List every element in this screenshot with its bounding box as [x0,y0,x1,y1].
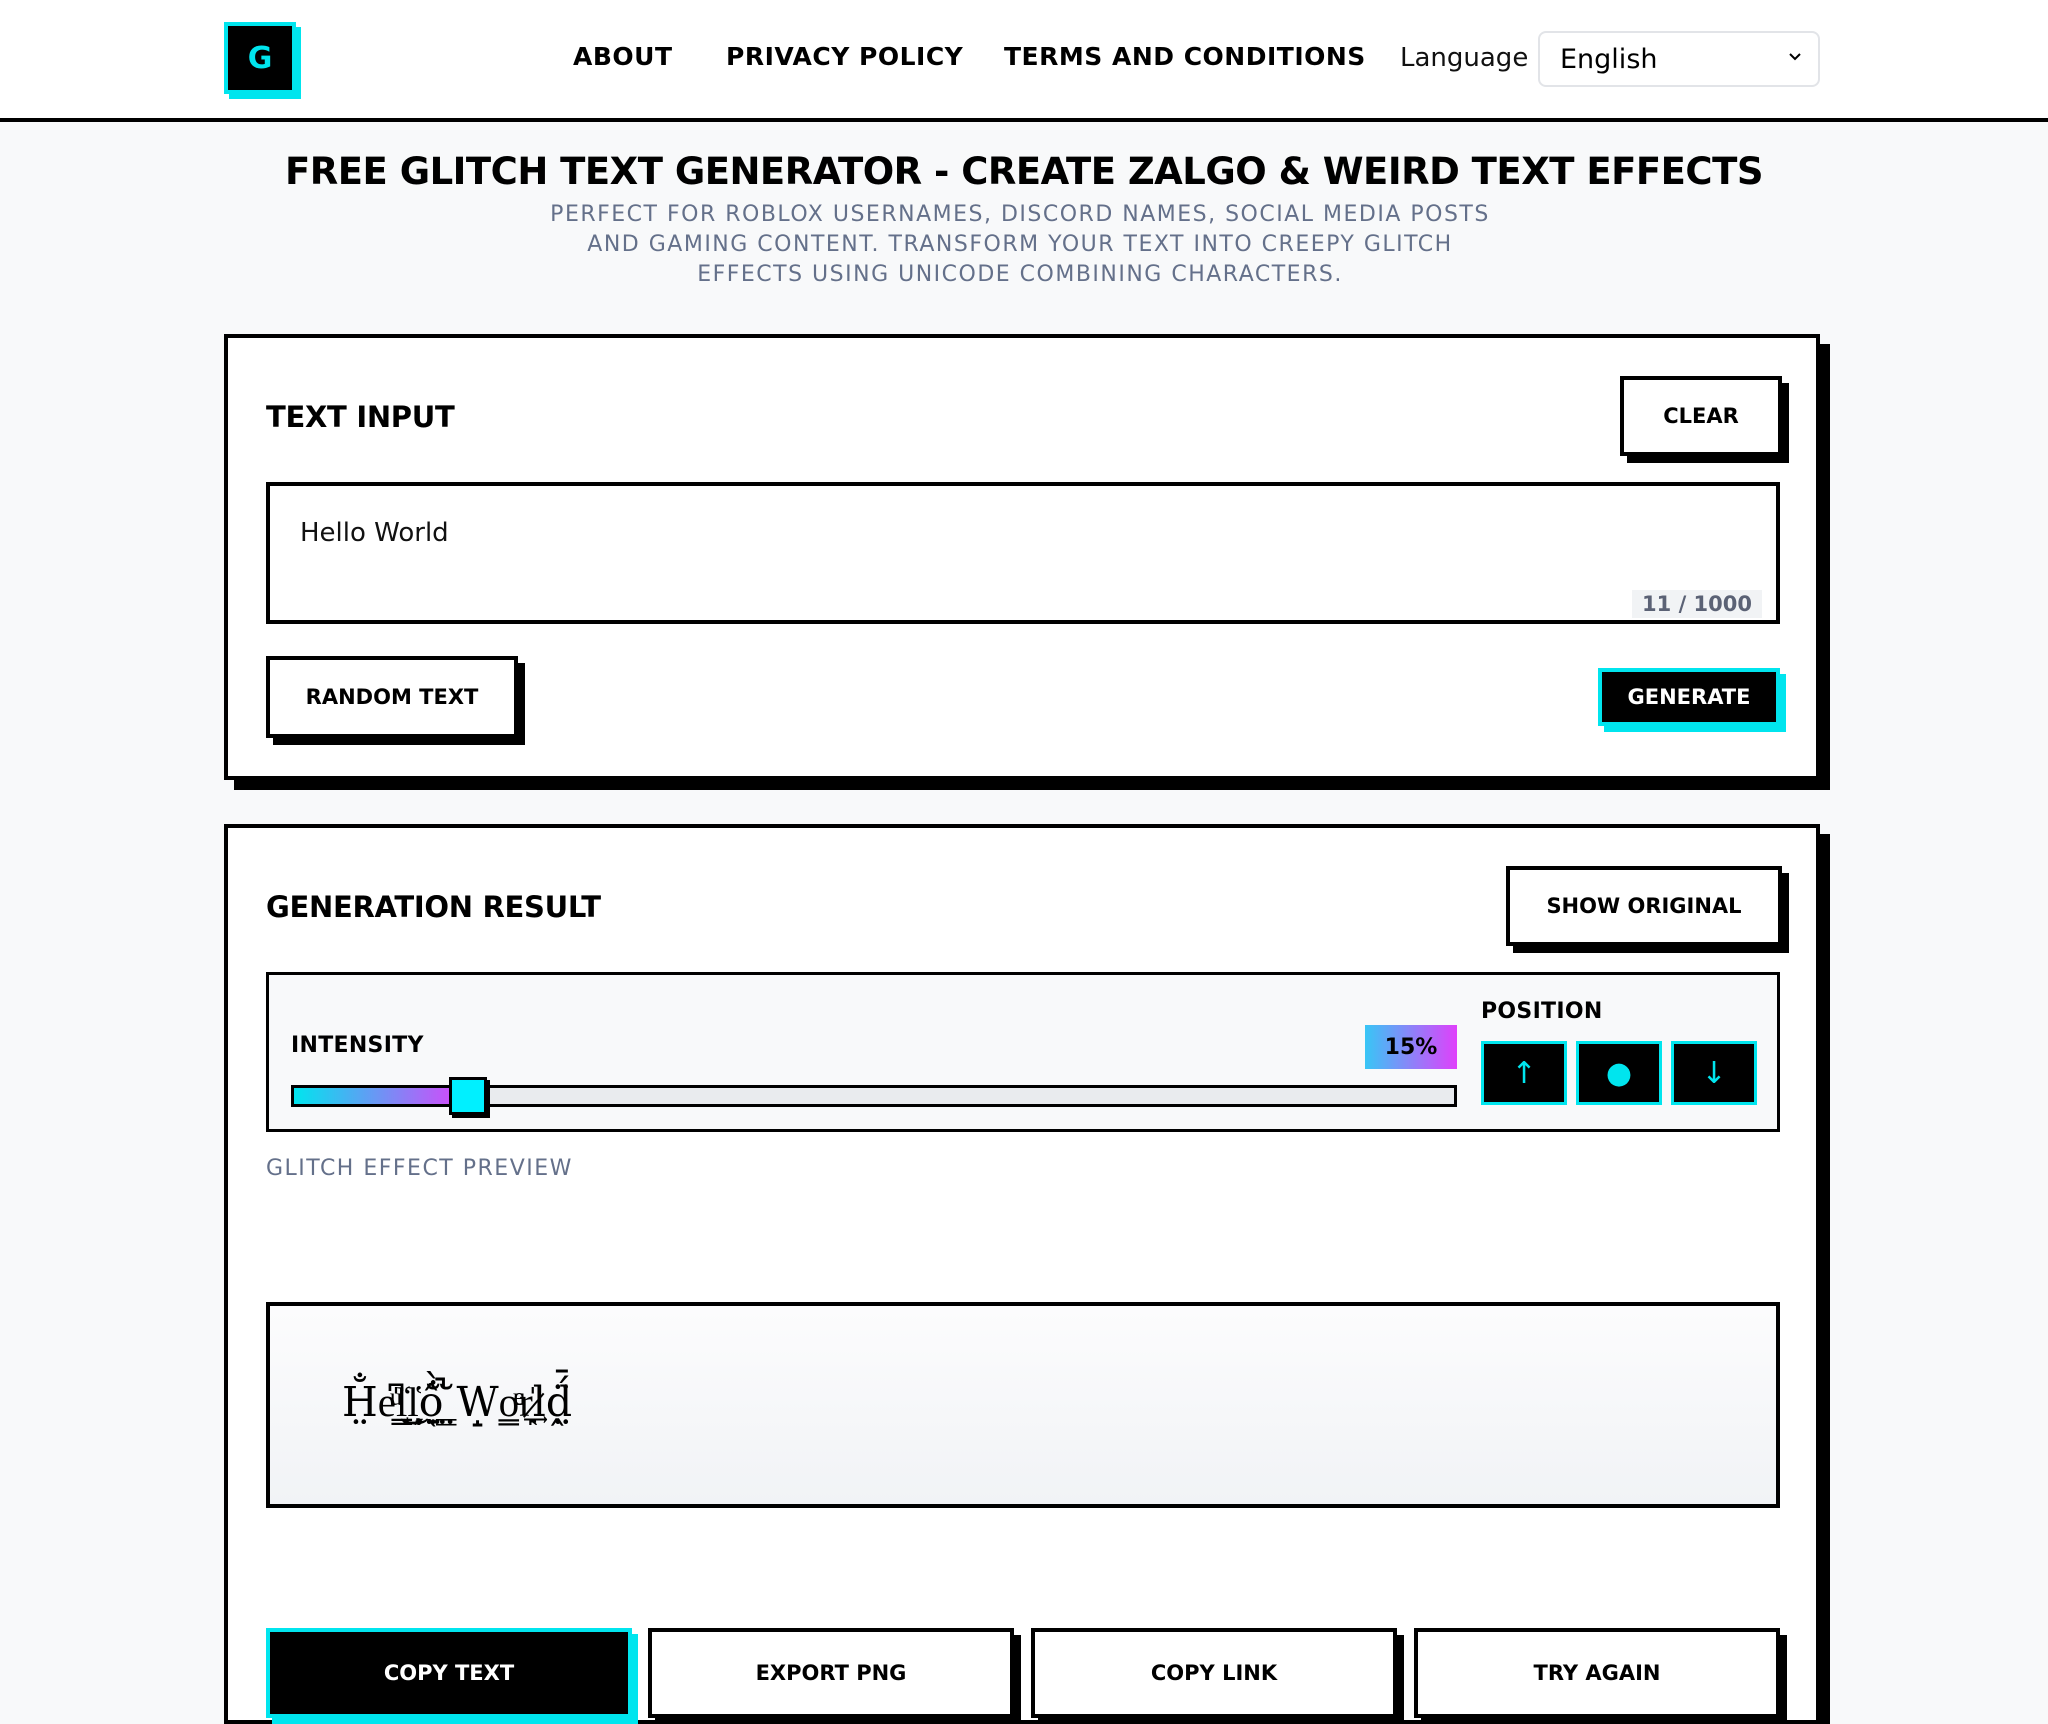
intensity-slider[interactable] [291,1085,1457,1107]
site-logo[interactable]: G [224,22,296,94]
arrow-down-icon: ↓ [1701,1055,1727,1091]
intensity-label: INTENSITY [291,1033,424,1058]
show-original-button[interactable]: SHOW ORIGINAL [1506,866,1782,946]
language-label: Language [1400,43,1529,73]
glitch-output-text[interactable]: H̤̐e̍͆ͧl̳͙̒͜l̗̟̔ͅô̖̣̤̐̀̚ ̳̤̆W̝o̳ͤͧr̖̙̍͢l̷ḓ̤̈́̄ [342,1378,573,1426]
glitch-preview-label: GLITCH EFFECT PREVIEW [266,1156,573,1181]
nav-privacy-policy[interactable]: PRIVACY POLICY [726,42,964,71]
dot-icon: ● [1605,1055,1633,1091]
character-counter: 11 / 1000 [1632,590,1762,618]
language-select[interactable] [1538,31,1820,87]
glitch-preview-box [266,1302,1780,1508]
try-again-button[interactable]: TRY AGAIN [1414,1628,1780,1718]
export-png-button[interactable]: EXPORT PNG [648,1628,1014,1718]
text-input-field[interactable] [266,482,1780,624]
arrow-up-icon: ↑ [1511,1055,1537,1091]
text-input-card [224,334,1820,780]
intensity-slider-fill [294,1088,468,1104]
clear-button[interactable]: CLEAR [1620,376,1782,456]
chevron-down-icon [1788,47,1802,68]
top-nav-bar [0,0,2048,122]
nav-terms-and-conditions[interactable]: TERMS AND CONDITIONS [1004,42,1366,71]
page-title: FREE GLITCH TEXT GENERATOR - CREATE ZALGO & WEIRD TEXT EFFECTS [285,150,1763,193]
intensity-value-badge: 15% [1365,1025,1457,1069]
nav-about[interactable]: ABOUT [573,42,673,71]
position-down-button[interactable] [1671,1041,1757,1105]
glitch-controls-panel [266,972,1780,1132]
copy-link-button[interactable]: COPY LINK [1031,1628,1397,1718]
text-input-value[interactable]: Hello World [300,518,449,548]
position-middle-button[interactable] [1576,1041,1662,1105]
language-selected-value: English [1560,43,1658,75]
generation-result-title: GENERATION RESULT [266,890,601,924]
random-text-button[interactable]: RANDOM TEXT [266,656,518,738]
page-subtitle: PERFECT FOR ROBLOX USERNAMES, DISCORD NAMES, SOCIAL MEDIA POSTS AND GAMING CONTENT. TRANSFORM YOUR TEXT INTO CREEPY GLITCH EFFECTS USING UNICODE COMBINING CHARACTERS. [550,202,1490,287]
text-input-title: TEXT INPUT [266,400,455,434]
position-label: POSITION [1481,999,1603,1024]
generation-result-card [224,824,1820,1724]
copy-text-button[interactable]: COPY TEXT [266,1628,632,1718]
intensity-slider-handle[interactable] [449,1077,487,1115]
generate-button[interactable]: GENERATE [1598,668,1780,726]
position-up-button[interactable] [1481,1041,1567,1105]
